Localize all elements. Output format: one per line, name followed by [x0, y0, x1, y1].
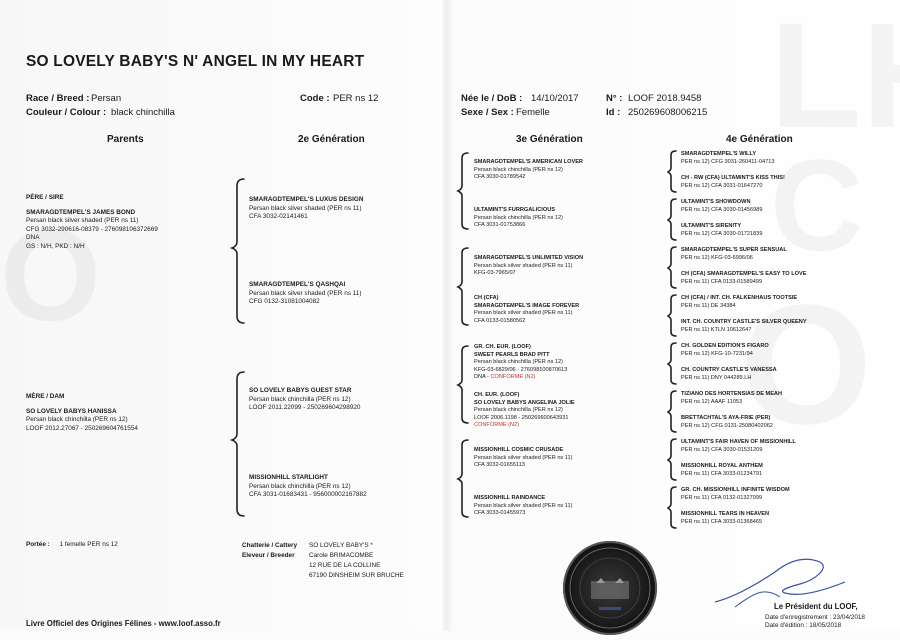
- gen3-desc: Persan black chinchilla (PER ns 12): [474, 359, 563, 366]
- gen3-reg: KFG-03-6829/06 - 276098100870613: [474, 366, 568, 373]
- gen4-name: BRETTACHTAL'S AYA-FRIE (PER): [681, 415, 771, 421]
- sire-block: [26, 194, 158, 252]
- gen4-reg: PER ns 11) CFA 0133-01589499: [681, 278, 763, 285]
- gen4-entry: [681, 487, 790, 502]
- gen3-reg: CFA 3031-01753866: [474, 222, 526, 229]
- gen4-name: ULTAMINT'S SIRENITY: [681, 223, 742, 229]
- gen3-name: SMARAGDTEMPEL'S UNLIMITED VISION: [474, 255, 584, 261]
- gen4-reg: PER ns 12) CFA 3030-01721839: [681, 230, 763, 237]
- gen3-desc: Persan black chinchilla (PER ns 12): [474, 407, 563, 414]
- dob-label: Née le / DoB :: [461, 93, 523, 104]
- gen4-entry: [681, 151, 775, 166]
- gen3-desc: Persan black chinchilla (PER ns 12): [474, 166, 563, 173]
- gen2-reg: CFA 3032-02141461: [249, 213, 308, 221]
- gen4-entry: [681, 391, 782, 406]
- gen4-entry: [681, 463, 763, 478]
- gen3-entry: [474, 447, 572, 470]
- gen2-name: MISSIONHILL STARLIGHT: [249, 474, 328, 481]
- cattery-name: SO LOVELY BABY'S *: [309, 542, 373, 549]
- gen4-reg: PER ns 11) CFA 3033-01234791: [681, 470, 763, 477]
- gen2-reg: CFA 3031-01683431 - 956000002167882: [249, 491, 367, 499]
- gen4-entry: [681, 175, 785, 190]
- gen2-name: SMARAGDTEMPEL'S QASHQAI: [249, 281, 346, 288]
- gen4-entry: [681, 199, 762, 214]
- gen3-name: SMARAGDTEMPEL'S IMAGE FOREVER: [474, 302, 580, 309]
- breeder-name: Carole BRIMACOMBE: [309, 552, 374, 559]
- president-label: Le Président du LOOF,: [774, 602, 858, 611]
- gen3-reg: CFA 3033-01455973: [474, 510, 526, 517]
- header-gen3: 3e Génération: [516, 134, 583, 145]
- gen4-name: CH (CFA) / INT. CH. FALKENHAUS TOOTSIE: [681, 295, 798, 301]
- gen4-reg: PER ns 12) AAAF 11053: [681, 398, 743, 405]
- gen4-entry: [681, 511, 769, 526]
- gen4-name: INT. CH. COUNTRY CASTLE'S SILVER QUEENY: [681, 319, 807, 325]
- footer-dates: [765, 614, 865, 630]
- sex-value: Femelle: [516, 107, 550, 118]
- header-gen4: 4e Génération: [726, 134, 793, 145]
- cattery-label: Chatterie / Cattery: [242, 542, 298, 549]
- loof-seal: [563, 541, 657, 635]
- breeder-address-line1: 12 RUE DE LA COLLINE: [309, 562, 381, 569]
- gen3-desc: Persan black silver shaded (PER ns 11): [474, 502, 573, 509]
- gen2-name: SO LOVELY BABYS GUEST STAR: [249, 387, 352, 394]
- gen2-reg: CFG 0132-31081004082: [249, 298, 320, 306]
- breeder-address-line2: 67190 DINSHEIM SUR BRUCHE: [309, 572, 404, 579]
- gen3-entry: [474, 159, 583, 182]
- sire-dna: DNA: [26, 234, 40, 242]
- gen4-name: GR. CH. MISSIONHILL INFINITE WISDOM: [681, 487, 790, 493]
- gen3-title: CH (CFA): [474, 295, 499, 301]
- gen4-entry: [681, 367, 777, 382]
- gen4-name: CH. GOLDEN EDITION'S FIGARO: [681, 343, 769, 349]
- cattery-labels: [242, 541, 297, 561]
- portee-value: 1 femelle PER ns 12: [59, 541, 118, 548]
- gen4-reg: PER ns 12) KFG-10-7231/94: [681, 350, 753, 357]
- gen4-entry: [681, 343, 769, 358]
- portee-row: [26, 541, 118, 550]
- gen3-dna: DNA -: [474, 374, 491, 381]
- gen4-name: MISSIONHILL ROYAL ANTHEM: [681, 463, 763, 469]
- sire-reg: CFG 3032-290616-08379 - 276098106372669: [26, 225, 158, 233]
- gen2-entry: [249, 474, 367, 500]
- sire-tests: GS : N/H, PKD : N/H: [26, 242, 85, 250]
- sire-name: SMARAGDTEMPEL'S JAMES BOND: [26, 208, 136, 216]
- dam-block: [26, 393, 138, 433]
- gen3-entry: [474, 255, 583, 278]
- gen4-entry: [681, 319, 807, 334]
- gen3-name: SMARAGDTEMPEL'S AMERICAN LOVER: [474, 159, 583, 165]
- gen4-reg: PER ns 12) CFA 3030-01456989: [681, 206, 763, 213]
- footer-loof: Livre Officiel des Origines Félines - www.loof.asso.fr: [26, 619, 221, 628]
- gen3-title: CH. EUR. (LOOF): [474, 392, 520, 398]
- gen4-reg: PER ns 12) KFG-03-6996/06: [681, 254, 753, 261]
- gen3-reg: CFA 0133-01580562: [474, 317, 526, 324]
- gen3-conforme: CONFORME (N2): [490, 374, 536, 381]
- gen4-reg: PER ns 11) DNY 044289.LH: [681, 374, 752, 381]
- breeder-label: Eleveur / Breeder: [242, 552, 295, 559]
- gen4-reg: PER ns 11) CFA 3033-01368465: [681, 518, 763, 525]
- gen4-name: ULTAMINT'S FAIR HAVEN OF MISSIONHILL: [681, 439, 796, 445]
- sire-desc: Persan black silver shaded (PER ns 11): [26, 217, 139, 225]
- id-value: 250269608006215: [628, 107, 708, 118]
- gen3-reg: CFA 3032-01655113: [474, 462, 525, 469]
- gen3-name: MISSIONHILL COSMIC CRUSADE: [474, 447, 564, 453]
- gen2-desc: Persan black chinchilla (PER ns 12): [249, 395, 351, 403]
- gen2-entry: [249, 196, 363, 222]
- number-label: N° :: [606, 93, 623, 104]
- couleur-value: black chinchilla: [111, 107, 175, 118]
- header-parents: Parents: [107, 134, 144, 145]
- gen2-name: SMARAGDTEMPEL'S LUXUS DESIGN: [249, 196, 364, 203]
- code-value: PER ns 12: [333, 93, 379, 104]
- number-value: LOOF 2018.9458: [628, 93, 702, 104]
- dam-name: SO LOVELY BABYS HANISSA: [26, 407, 117, 415]
- gen3-entry: [474, 344, 567, 382]
- gen2-entry: [249, 387, 360, 413]
- gen3-name: SWEET PEARLS BRAD PITT: [474, 351, 550, 358]
- dam-desc: Persan black chinchilla (PER ns 12): [26, 416, 128, 424]
- gen2-reg: LOOF 2011.22099 - 250269604298920: [249, 404, 361, 412]
- gen2-desc: Persan black silver shaded (PER ns 11): [249, 289, 362, 297]
- gen3-entry: [474, 295, 579, 325]
- gen4-name: MISSIONHILL TEARS IN HEAVEN: [681, 511, 770, 517]
- gen4-reg: PER ns 11) KTLN 10612647: [681, 326, 752, 333]
- registration-date: Date d'enregistrement : 23/04/2018: [765, 614, 865, 621]
- sire-role: PÈRE / SIRE: [26, 194, 64, 201]
- gen3-reg: KFG-03-7965/07: [474, 270, 516, 277]
- gen4-entry: [681, 271, 806, 286]
- gen3-entry: [474, 495, 572, 518]
- gen4-entry: [681, 415, 773, 430]
- cat-name-title: SO LOVELY BABY'S N' ANGEL IN MY HEART: [26, 53, 365, 70]
- gen3-desc: Persan black silver shaded (PER ns 11): [474, 310, 573, 317]
- gen3-name: SO LOVELY BABYS ANGELINA JOLIE: [474, 399, 575, 406]
- gen3-desc: Persan black chinchilla (PER ns 12): [474, 214, 563, 221]
- gen2-desc: Persan black silver shaded (PER ns 11): [249, 204, 362, 212]
- gen4-reg: PER ns 12) CFA 3031-01647270: [681, 182, 763, 189]
- gen4-entry: [681, 295, 797, 310]
- gen3-name: MISSIONHILL RAINDANCE: [474, 495, 546, 501]
- gen4-name: TIZIANO DES HORTENSIAS DE MEAH: [681, 391, 783, 397]
- gen2-entry: [249, 281, 361, 307]
- gen4-name: SMARAGDTEMPEL'S WILLY: [681, 151, 757, 157]
- dam-role: MÈRE / DAM: [26, 393, 65, 400]
- gen3-name: ULTAMINT'S FURRGALICIOUS: [474, 207, 555, 213]
- gen3-desc: Persan black silver shaded (PER ns 11): [474, 262, 573, 269]
- race-label: Race / Breed :: [26, 93, 90, 104]
- gen3-conforme: CONFORME (N2): [474, 422, 520, 429]
- portee-label: Portée :: [26, 541, 50, 548]
- sex-label: Sexe / Sex :: [461, 107, 514, 118]
- gen4-name: CH. COUNTRY CASTLE'S VANESSA: [681, 367, 777, 373]
- gen4-name: ULTAMINT'S SHOWDOWN: [681, 199, 751, 205]
- gen4-name: CH - RW (CFA) ULTAMINT'S KISS THIS!: [681, 175, 785, 181]
- gen4-reg: PER ns 12) CFG 0131-25080402062: [681, 422, 774, 429]
- gen4-entry: [681, 439, 796, 454]
- gen3-desc: Persan black silver shaded (PER ns 11): [474, 454, 573, 461]
- gen3-entry: [474, 392, 575, 430]
- dam-reg: LOOF 2012.27067 - 250269604761554: [26, 424, 138, 432]
- gen3-reg: LOOF 2006.1198 - 250269600643931: [474, 414, 569, 421]
- cattery-values: [309, 541, 404, 581]
- gen4-entry: [681, 223, 762, 238]
- couleur-label: Couleur / Colour :: [26, 107, 107, 118]
- gen4-reg: PER ns 11) DE 34384: [681, 302, 736, 309]
- code-label: Code :: [300, 93, 330, 104]
- gen3-reg: CFA 3030-01789542: [474, 174, 526, 181]
- id-label: Id :: [606, 107, 621, 118]
- edition-date: Date d'édition : 18/05/2018: [765, 622, 842, 629]
- gen4-entry: [681, 247, 787, 262]
- gen4-reg: PER ns 12) CFA 3030-01531209: [681, 446, 763, 453]
- gen2-desc: Persan black chinchilla (PER ns 12): [249, 482, 351, 490]
- gen4-name: SMARAGDTEMPEL'S SUPER SENSUAL: [681, 247, 787, 253]
- gen4-reg: PER ns 11) CFA 0132-01327099: [681, 494, 763, 501]
- gen3-entry: [474, 207, 563, 230]
- gen3-title: GR. CH. EUR. (LOOF): [474, 344, 531, 350]
- gen4-reg: PER ns 12) CFG 3031-260411-04713: [681, 158, 775, 165]
- gen4-name: CH (CFA) SMARAGDTEMPEL'S EASY TO LOVE: [681, 271, 807, 277]
- dob-value: 14/10/2017: [531, 93, 579, 104]
- header-gen2: 2e Génération: [298, 134, 365, 145]
- race-value: Persan: [91, 93, 122, 104]
